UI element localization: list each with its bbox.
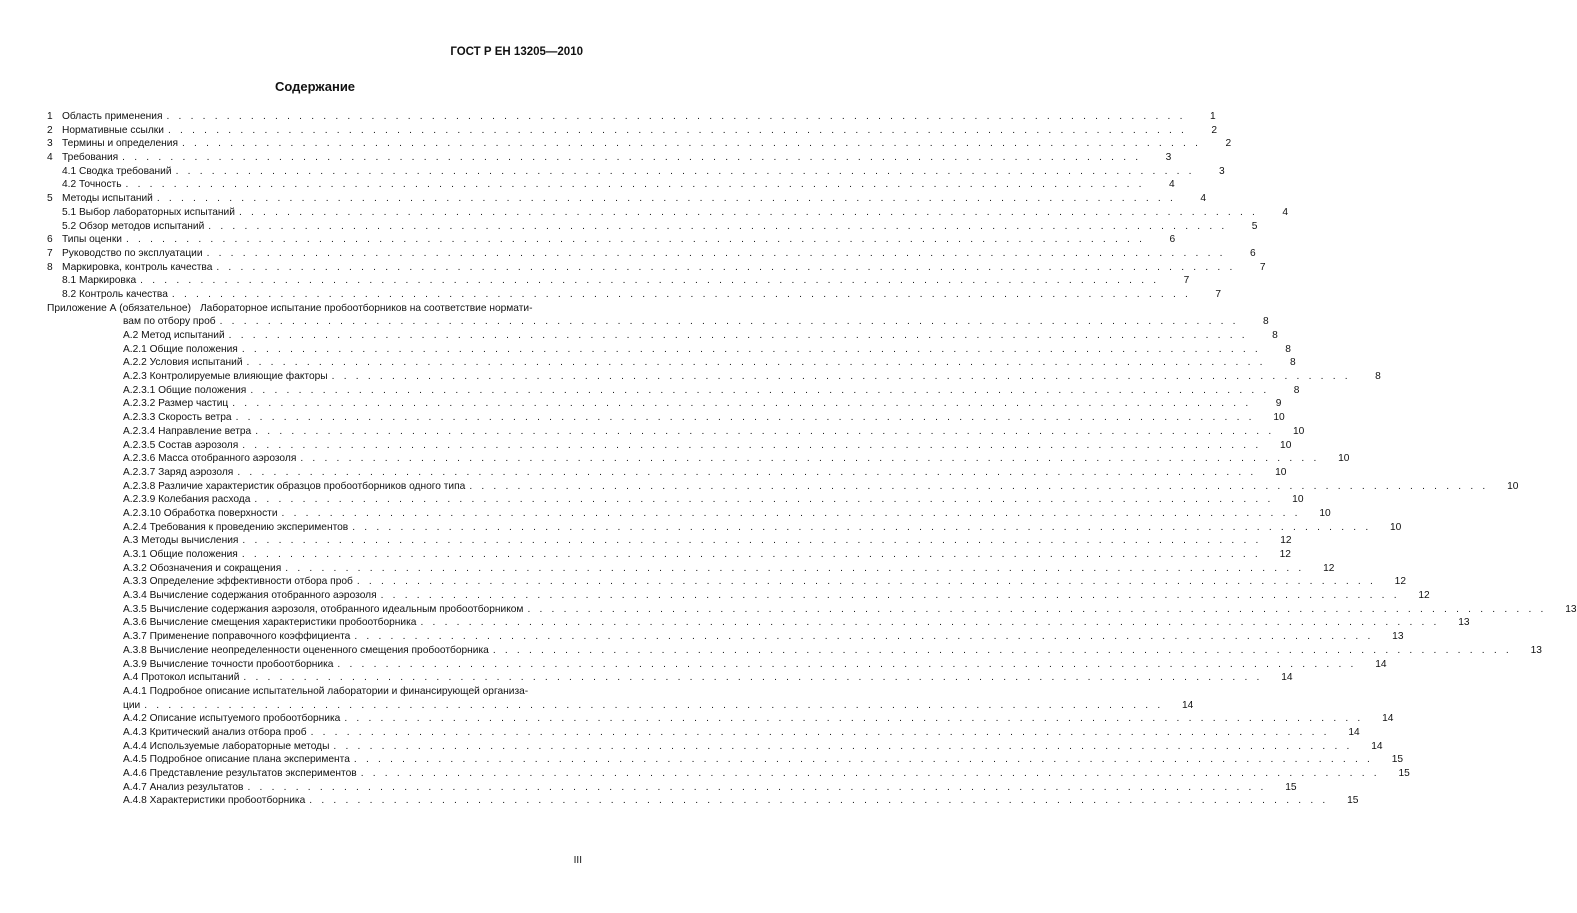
dot-leader: . . . . . . . . . . . . . . . . . . . . . . . . . . . . . . . . . . . . . . . . . . . . . . . . . . . . . . . . . . . . . . . . . . . . . . . . . . . . . . . . . . . . .	[492, 644, 1512, 656]
toc-entry-page: 10	[1293, 425, 1305, 437]
toc-entry[interactable]	[47, 288, 1222, 302]
dot-leader: . . . . . . . . . . . . . . . . . . . . . . . . . . . . . . . . . . . . . . . . . . . . . . . . . . . . . . . . . . . . . . . . . . . . . . . . . . . . . . . . . . . . .	[356, 576, 1376, 588]
toc-entry[interactable]	[47, 767, 1410, 781]
toc-entry-page: 13	[1565, 603, 1577, 615]
toc-entry-page: 3	[1219, 165, 1225, 177]
toc-entry-line	[123, 343, 1291, 357]
dot-leader: . . . . . . . . . . . . . . . . . . . . . . . . . . . . . . . . . . . . . . . . . . . . . . . . . . . . . . . . . . . . . . . . . . . . . . . . . . . . . . . . . . . . .	[337, 658, 1357, 670]
toc-entry-page: 15	[1285, 781, 1297, 793]
toc-entry-line	[123, 726, 1360, 740]
dot-leader: . . . . . . . . . . . . . . . . . . . . . . . . . . . . . . . . . . . . . . . . . . . . . . . . . . . . . . . . . . . . . . . . . . . . . . . . . . . . . . . . . . . . .	[235, 412, 1255, 424]
toc-entry-title: А.2.3.6 Масса отобранного аэрозоля	[123, 453, 297, 465]
table-of-contents	[47, 110, 1577, 808]
dot-leader: . . . . . . . . . . . . . . . . . . . . . . . . . . . . . . . . . . . . . . . . . . . . . . . . . . . . . . . . . . . . . . . . . . . . . . . . . . . . . . . . . . . . .	[242, 535, 1262, 547]
toc-entry-page: 10	[1338, 453, 1350, 465]
toc-entry-page: 15	[1391, 754, 1404, 766]
toc-entry[interactable]	[47, 534, 1292, 548]
toc-entry-line	[123, 589, 1430, 603]
toc-entry-number: 6	[47, 234, 53, 246]
toc-entry-title: А.4.7 Анализ результатов	[123, 781, 244, 793]
toc-entry[interactable]	[47, 384, 1300, 398]
dot-leader: . . . . . . . . . . . . . . . . . . . . . . . . . . . . . . . . . . . . . . . . . . . . . . . . . . . . . . . . . . . . . . . . . . . . . . . . . . . . . . . . . . . . .	[232, 398, 1252, 410]
dot-leader: . . . . . . . . . . . . . . . . . . . . . . . . . . . . . . . . . . . . . . . . . . . . . . . . . . . . . . . . . . . . . . . . . . . . . . . . . . . . . . . . . . . . .	[144, 699, 1164, 711]
toc-entry-line	[62, 178, 1175, 192]
dot-leader: . . . . . . . . . . . . . . . . . . . . . . . . . . . . . . . . . . . . . . . . . . . . . . . . . . . . . . . . . . . . . . . . . . . . . . . . . . . . . . . . . . . . .	[219, 316, 1239, 328]
toc-entry-title: 5.2 Обзор методов испытаний	[62, 220, 205, 232]
toc-entry-page: 7	[1215, 288, 1222, 300]
toc-entry-line	[62, 247, 1256, 261]
toc-entry-line	[123, 671, 1293, 685]
toc-entry-multiline	[47, 685, 584, 699]
toc-entry[interactable]	[47, 589, 1430, 603]
toc-entry-title: А.2.4 Требования к проведению экспериментов	[123, 521, 349, 533]
toc-entry-line	[123, 480, 1519, 494]
toc-entry-page: 15	[1398, 768, 1410, 779]
toc-entry-number: 2	[47, 124, 53, 136]
toc-entry-title: Методы испытаний	[62, 193, 153, 205]
toc-entry-line	[123, 630, 1404, 644]
toc-entry[interactable]	[47, 124, 1218, 138]
toc-entry-line	[123, 794, 1359, 808]
toc-entry-line	[123, 603, 1577, 617]
toc-entry[interactable]	[47, 261, 1266, 275]
dot-leader: . . . . . . . . . . . . . . . . . . . . . . . . . . . . . . . . . . . . . . . . . . . . . . . . . . . . . . . . . . . . . . . . . . . . . . . . . . . . . . . . . . . . .	[125, 179, 1145, 191]
dot-leader: . . . . . . . . . . . . . . . . . . . . . . . . . . . . . . . . . . . . . . . . . . . . . . . . . . . . . . . . . . . . . . . . . . . . . . . . . . . . . . . . . . . . .	[167, 124, 1188, 136]
toc-entry-number: 5	[47, 193, 53, 205]
dot-leader: . . . . . . . . . . . . . . . . . . . . . . . . . . . . . . . . . . . . . . . . . . . . . . . . . . . . . . . . . . . . . . . . . . . . . . . . . . . . . . . . . . . . .	[250, 384, 1270, 396]
toc-entry-title: А.4.5 Подробное описание плана эксперимента	[123, 754, 350, 766]
toc-entry-page: 8	[1375, 371, 1381, 383]
dot-leader: . . . . . . . . . . . . . . . . . . . . . . . . . . . . . . . . . . . . . . . . . . . . . . . . . . . . . . . . . . . . . . . . . . . . . . . . . . . . . . . . . . . . .	[281, 507, 1301, 519]
toc-entry-line	[62, 110, 1216, 124]
dot-leader: . . . . . . . . . . . . . . . . . . . . . . . . . . . . . . . . . . . . . . . . . . . . . . . . . . . . . . . . . . . . . . . . . . . . . . . . . . . . . . . . . . . . .	[360, 768, 1380, 779]
toc-entry-title: А.2.2 Условия испытаний	[123, 357, 243, 369]
dot-leader: . . . . . . . . . . . . . . . . . . . . . . . . . . . . . . . . . . . . . . . . . . . . . . . . . . . . . . . . . . . . . . . . . . . . . . . . . . . . . . . . . . . . .	[241, 343, 1261, 355]
toc-entry-line	[123, 439, 1292, 453]
toc-entry[interactable]	[47, 274, 1190, 288]
toc-entry[interactable]	[47, 521, 1402, 535]
toc-entry-line	[123, 493, 1304, 507]
page-title: Содержание	[274, 79, 356, 94]
toc-entry[interactable]	[47, 781, 1297, 795]
toc-entry-line	[62, 124, 1218, 138]
toc-entry-line	[62, 274, 1190, 288]
toc-entry-title: А.2.3.9 Колебания расхода	[123, 494, 251, 506]
toc-entry[interactable]	[47, 370, 1381, 384]
toc-entry-line	[123, 616, 1470, 630]
toc-entry-page: 10	[1292, 494, 1304, 506]
dot-leader: . . . . . . . . . . . . . . . . . . . . . . . . . . . . . . . . . . . . . . . . . . . . . . . . . . . . . . . . . . . . . . . . . . . . . . . . . . . . . . . . . . . . .	[237, 466, 1257, 478]
toc-entry-page: 1	[1209, 111, 1216, 122]
toc-entry[interactable]	[47, 439, 1292, 453]
toc-entry[interactable]	[47, 671, 1293, 685]
toc-entry-page: 4	[1200, 193, 1207, 205]
dot-leader: . . . . . . . . . . . . . . . . . . . . . . . . . . . . . . . . . . . . . . . . . . . . . . . . . . . . . . . . . . . . . . . . . . . . . . . . . . . . . . . . . . . . .	[255, 425, 1275, 437]
dot-leader: . . . . . . . . . . . . . . . . . . . . . . . . . . . . . . . . . . . . . . . . . . . . . . . . . . . . . . . . . . . . . . . . . . . . . . . . . . . . . . . . . . . . .	[122, 152, 1142, 164]
toc-entry[interactable]	[47, 452, 1350, 466]
toc-entry-page: 12	[1279, 549, 1291, 560]
toc-entry-line	[123, 658, 1387, 672]
toc-entry[interactable]	[47, 411, 1285, 425]
toc-entry-line	[123, 781, 1297, 795]
toc-entry-page: 7	[1183, 275, 1190, 287]
toc-entry-title: А.4 Протокол испытаний	[123, 672, 240, 684]
toc-entry-page: 8	[1290, 357, 1296, 369]
toc-entry[interactable]	[47, 726, 1360, 740]
toc-entry-title: А.2.1 Общие положения	[123, 343, 238, 355]
toc-entry-title: Типы оценки	[62, 234, 122, 246]
toc-entry-title: Нормативные ссылки	[62, 124, 164, 136]
dot-leader: . . . . . . . . . . . . . . . . . . . . . . . . . . . . . . . . . . . . . . . . . . . . . . . . . . . . . . . . . . . . . . . . . . . . . . . . . . . . . . . . . . . . .	[171, 288, 1192, 300]
toc-entry-title: 8.1 Маркировка	[62, 275, 137, 287]
toc-entry-page: 15	[1347, 795, 1359, 807]
toc-entry-title: А.3.3 Определение эффективности отбора проб	[123, 576, 353, 588]
toc-entry-number: 4	[47, 152, 53, 164]
toc-entry-title: Маркировка, контроль качества	[62, 261, 213, 273]
toc-entry-page: 4	[1282, 206, 1289, 218]
dot-leader: . . . . . . . . . . . . . . . . . . . . . . . . . . . . . . . . . . . . . . . . . . . . . . . . . . . . . . . . . . . . . . . . . . . . . . . . . . . . . . . . . . . . .	[241, 549, 1261, 560]
toc-entry-page: 14	[1182, 699, 1194, 711]
toc-entry-title: 4.2 Точность	[62, 179, 122, 191]
toc-entry-line	[123, 452, 1350, 466]
toc-entry[interactable]	[47, 178, 1175, 192]
toc-entry[interactable]	[47, 343, 1291, 357]
toc-entry-line	[123, 356, 1296, 370]
toc-entry-title: Термины и определения	[62, 138, 178, 150]
dot-leader: . . . . . . . . . . . . . . . . . . . . . . . . . . . . . . . . . . . . . . . . . . . . . . . . . . . . . . . . . . . . . . . . . . . . . . . . . . . . . . . . . . . . .	[310, 726, 1330, 738]
toc-entry[interactable]	[47, 247, 1256, 261]
toc-entry-line	[123, 740, 1383, 754]
toc-entry-title: А.4.6 Представление результатов экспериментов	[123, 768, 357, 779]
toc-entry-title: А.3.1 Общие положения	[123, 549, 238, 560]
dot-leader: . . . . . . . . . . . . . . . . . . . . . . . . . . . . . . . . . . . . . . . . . . . . . . . . . . . . . . . . . . . . . . . . . . . . . . . . . . . . . . . . . . . . .	[206, 247, 1226, 259]
toc-entry-page: 2	[1225, 138, 1232, 150]
toc-entry-title: А.2.3.5 Состав аэрозоля	[123, 439, 239, 451]
toc-entry[interactable]	[47, 699, 1194, 713]
toc-entry-page: 10	[1319, 507, 1331, 519]
toc-entry-page: 14	[1348, 726, 1360, 738]
toc-entry-title: А.2.3.3 Скорость ветра	[123, 412, 232, 424]
toc-entry-title: А.3.7 Применение поправочного коэффициента	[123, 631, 351, 643]
toc-entry[interactable]	[47, 165, 1225, 179]
dot-leader: . . . . . . . . . . . . . . . . . . . . . . . . . . . . . . . . . . . . . . . . . . . . . . . . . . . . . . . . . . . . . . . . . . . . . . . . . . . . . . . . . . . . .	[243, 672, 1263, 684]
dot-leader: . . . . . . . . . . . . . . . . . . . . . . . . . . . . . . . . . . . . . . . . . . . . . . . . . . . . . . . . . . . . . . . . . . . . . . . . . . . . . . . . . . . . .	[527, 603, 1547, 615]
dot-leader: . . . . . . . . . . . . . . . . . . . . . . . . . . . . . . . . . . . . . . . . . . . . . . . . . . . . . . . . . . . . . . . . . . . . . . . . . . . . . . . . . . . . .	[238, 206, 1259, 218]
toc-entry-page: 4	[1169, 179, 1175, 191]
toc-entry[interactable]	[47, 740, 1383, 754]
toc-entry-page: 10	[1275, 466, 1287, 478]
toc-entry-title: А.3.4 Вычисление содержания отобранного аэрозоля	[123, 590, 377, 602]
dot-leader: . . . . . . . . . . . . . . . . . . . . . . . . . . . . . . . . . . . . . . . . . . . . . . . . . . . . . . . . . . . . . . . . . . . . . . . . . . . . . . . . . . . . .	[247, 781, 1267, 793]
toc-entry-title: А.2.3.10 Обработка поверхности	[123, 507, 278, 519]
toc-entry-title: ции	[123, 699, 141, 711]
toc-entry-page: 2	[1211, 124, 1218, 136]
dot-leader: . . . . . . . . . . . . . . . . . . . . . . . . . . . . . . . . . . . . . . . . . . . . . . . . . . . . . . . . . . . . . . . . . . . . . . . . . . . . . . . . . . . . .	[216, 261, 1236, 273]
toc-entry-title: 5.1 Выбор лабораторных испытаний	[62, 206, 235, 218]
toc-entry-line	[62, 206, 1289, 220]
toc-entry-line	[123, 411, 1285, 425]
dot-leader: . . . . . . . . . . . . . . . . . . . . . . . . . . . . . . . . . . . . . . . . . . . . . . . . . . . . . . . . . . . . . . . . . . . . . . . . . . . . . . . . . . . . .	[353, 754, 1374, 766]
toc-entry[interactable]	[47, 466, 1287, 480]
dot-leader: . . . . . . . . . . . . . . . . . . . . . . . . . . . . . . . . . . . . . . . . . . . . . . . . . . . . . . . . . . . . . . . . . . . . . . . . . . . . . . . . . . . . .	[469, 480, 1489, 492]
toc-entry-page: 7	[1259, 261, 1266, 273]
toc-entry-line	[123, 384, 1300, 398]
toc-entry-line	[123, 315, 1269, 329]
toc-entry[interactable]	[47, 658, 1387, 672]
toc-entry-page: 14	[1281, 672, 1293, 684]
dot-leader: . . . . . . . . . . . . . . . . . . . . . . . . . . . . . . . . . . . . . . . . . . . . . . . . . . . . . . . . . . . . . . . . . . . . . . . . . . . . . . . . . . . . .	[380, 590, 1400, 602]
toc-entry[interactable]	[47, 137, 1232, 151]
dot-leader: . . . . . . . . . . . . . . . . . . . . . . . . . . . . . . . . . . . . . . . . . . . . . . . . . . . . . . . . . . . . . . . . . . . . . . . . . . . . . . . . . . . . .	[140, 275, 1160, 287]
toc-entry[interactable]	[47, 575, 1406, 589]
toc-entry[interactable]	[47, 206, 1289, 220]
toc-entry-title: А.3.8 Вычисление неопределенности оцененного смещения пробоотборника	[123, 644, 489, 656]
toc-entry-number: 1	[47, 111, 53, 122]
dot-leader: . . . . . . . . . . . . . . . . . . . . . . . . . . . . . . . . . . . . . . . . . . . . . . . . . . . . . . . . . . . . . . . . . . . . . . . . . . . . . . . . . . . . .	[309, 795, 1329, 807]
toc-entry-line	[123, 699, 1194, 713]
toc-entry-page: 6	[1169, 234, 1176, 246]
toc-entry[interactable]	[47, 712, 1394, 726]
toc-entry-page: 8	[1293, 384, 1300, 396]
dot-leader: . . . . . . . . . . . . . . . . . . . . . . . . . . . . . . . . . . . . . . . . . . . . . . . . . . . . . . . . . . . . . . . . . . . . . . . . . . . . . . . . . . . . .	[352, 521, 1372, 533]
toc-entry-line	[123, 397, 1282, 411]
toc-entry-title: Руководство по эксплуатации	[62, 247, 203, 259]
document-standard-header: ГОСТ Р ЕН 13205—2010	[450, 46, 583, 58]
dot-leader: . . . . . . . . . . . . . . . . . . . . . . . . . . . . . . . . . . . . . . . . . . . . . . . . . . . . . . . . . . . . . . . . . . . . . . . . . . . . . . . . . . . . .	[125, 234, 1146, 246]
dot-leader: . . . . . . . . . . . . . . . . . . . . . . . . . . . . . . . . . . . . . . . . . . . . . . . . . . . . . . . . . . . . . . . . . . . . . . . . . . . . . . . . . . . . .	[354, 631, 1374, 643]
toc-entry-page: 12	[1418, 590, 1430, 602]
dot-leader: . . . . . . . . . . . . . . . . . . . . . . . . . . . . . . . . . . . . . . . . . . . . . . . . . . . . . . . . . . . . . . . . . . . . . . . . . . . . . . . . . . . . .	[285, 562, 1305, 574]
toc-entry-title: А.4.2 Описание испытуемого пробоотборника	[123, 713, 341, 725]
toc-entry[interactable]	[47, 329, 1278, 343]
toc-entry-line	[123, 712, 1394, 726]
toc-entry-line	[123, 753, 1404, 767]
toc-entry-title: А.3 Методы вычисления	[123, 535, 239, 547]
appendix-title-line2: вам по отбору проб	[123, 316, 216, 328]
toc-entry-page: 5	[1251, 220, 1258, 232]
toc-entry[interactable]	[47, 548, 1291, 562]
dot-leader: . . . . . . . . . . . . . . . . . . . . . . . . . . . . . . . . . . . . . . . . . . . . . . . . . . . . . . . . . . . . . . . . . . . . . . . . . . . . . . . . . . . . .	[208, 220, 1228, 232]
toc-entry-line	[123, 562, 1335, 576]
toc-entry-page: 3	[1165, 152, 1172, 164]
dot-leader: . . . . . . . . . . . . . . . . . . . . . . . . . . . . . . . . . . . . . . . . . . . . . . . . . . . . . . . . . . . . . . . . . . . . . . . . . . . . . . . . . . . . .	[333, 740, 1353, 752]
toc-entry[interactable]	[47, 192, 1207, 206]
toc-entry-number: 7	[47, 247, 53, 259]
toc-entry-title: А.2.3.1 Общие положения	[123, 384, 247, 396]
toc-entry-number: 3	[47, 138, 53, 150]
toc-entry-title: А.4.3 Критический анализ отбора проб	[123, 726, 307, 738]
dot-leader: . . . . . . . . . . . . . . . . . . . . . . . . . . . . . . . . . . . . . . . . . . . . . . . . . . . . . . . . . . . . . . . . . . . . . . . . . . . . . . . . . . . . .	[344, 713, 1364, 725]
toc-entry[interactable]	[47, 603, 1577, 617]
toc-entry[interactable]	[47, 397, 1282, 411]
toc-entry-page: 8	[1272, 330, 1278, 341]
toc-entry[interactable]	[47, 356, 1296, 370]
dot-leader: . . . . . . . . . . . . . . . . . . . . . . . . . . . . . . . . . . . . . . . . . . . . . . . . . . . . . . . . . . . . . . . . . . . . . . . . . . . . . . . . . . . . .	[166, 111, 1186, 122]
toc-entry-line	[62, 288, 1222, 302]
toc-entry-title: Область применения	[62, 111, 163, 122]
toc-entry-line	[62, 220, 1258, 234]
toc-entry-title: А.2.3.2 Размер частиц	[123, 398, 229, 410]
toc-entry-line	[123, 534, 1292, 548]
toc-entry-page: 10	[1280, 439, 1292, 451]
toc-entry-number: 8	[47, 261, 53, 273]
toc-entry[interactable]	[47, 644, 1542, 658]
toc-entry-page: 9	[1275, 398, 1282, 410]
toc-entry-title: А.4.1 Подробное описание испытательной лаборатории и финансирующей организа-	[123, 685, 529, 697]
toc-entry[interactable]	[47, 233, 1176, 247]
appendix-label: Приложение А (обязательное)	[47, 302, 191, 314]
toc-entry-line	[62, 192, 1207, 206]
toc-entry-page: 13	[1530, 644, 1542, 656]
toc-entry-title: А.4.8 Характеристики пробоотборника	[123, 795, 306, 807]
appendix-title-line1: Лабораторное испытание пробоотборников на соответствие нормати-	[200, 302, 533, 314]
toc-entry[interactable]	[47, 220, 1258, 234]
toc-entry-page: 6	[1250, 247, 1256, 259]
toc-entry-title: А.2.3.7 Заряд аэрозоля	[123, 466, 234, 478]
toc-entry-line	[62, 151, 1172, 165]
toc-entry-line	[123, 329, 1278, 343]
toc-entry-page: 10	[1390, 521, 1402, 533]
toc-entry-title: А.2.3.4 Направление ветра	[123, 425, 252, 437]
toc-entry-page: 14	[1382, 713, 1394, 725]
dot-leader: . . . . . . . . . . . . . . . . . . . . . . . . . . . . . . . . . . . . . . . . . . . . . . . . . . . . . . . . . . . . . . . . . . . . . . . . . . . . . . . . . . . . .	[181, 138, 1202, 150]
toc-entry-page: 12	[1323, 562, 1335, 574]
toc-entry[interactable]	[47, 425, 1305, 439]
toc-entry-page: 10	[1507, 480, 1519, 492]
appendix-heading	[47, 302, 584, 316]
toc-entry-line	[123, 575, 1406, 589]
toc-entry-line	[123, 507, 1331, 521]
dot-leader: . . . . . . . . . . . . . . . . . . . . . . . . . . . . . . . . . . . . . . . . . . . . . . . . . . . . . . . . . . . . . . . . . . . . . . . . . . . . . . . . . . . . .	[242, 439, 1262, 451]
toc-entry[interactable]	[47, 493, 1304, 507]
dot-leader: . . . . . . . . . . . . . . . . . . . . . . . . . . . . . . . . . . . . . . . . . . . . . . . . . . . . . . . . . . . . . . . . . . . . . . . . . . . . . . . . . . . . .	[331, 371, 1351, 383]
toc-entry-title: А.3.2 Обозначения и сокращения	[123, 562, 282, 574]
dot-leader: . . . . . . . . . . . . . . . . . . . . . . . . . . . . . . . . . . . . . . . . . . . . . . . . . . . . . . . . . . . . . . . . . . . . . . . . . . . . . . . . . . . . .	[228, 330, 1248, 341]
toc-entry-title: А.3.5 Вычисление содержания аэрозоля, отобранного идеальным пробоотборником	[123, 603, 524, 615]
toc-entry-line	[123, 521, 1402, 535]
toc-entry-page: 12	[1280, 535, 1292, 547]
toc-entry-line	[123, 685, 584, 699]
toc-entry-page: 8	[1263, 316, 1269, 328]
toc-entry[interactable]	[47, 616, 1470, 630]
toc-entry-line	[62, 261, 1266, 275]
toc-entry[interactable]	[47, 630, 1404, 644]
toc-entry[interactable]	[47, 794, 1359, 808]
dot-leader: . . . . . . . . . . . . . . . . . . . . . . . . . . . . . . . . . . . . . . . . . . . . . . . . . . . . . . . . . . . . . . . . . . . . . . . . . . . . . . . . . . . . .	[156, 193, 1177, 205]
toc-entry-line	[123, 370, 1381, 384]
toc-entry-title: 8.2 Контроль качества	[62, 288, 168, 300]
toc-entry[interactable]	[47, 562, 1335, 576]
toc-entry-page: 10	[1273, 412, 1285, 424]
toc-entry-line	[62, 233, 1176, 247]
toc-entry-title: А.2 Метод испытаний	[123, 330, 225, 341]
toc-entry-line	[62, 165, 1225, 179]
toc-entry-page: 13	[1392, 631, 1404, 643]
appendix-heading-cont	[47, 315, 1269, 329]
dot-leader: . . . . . . . . . . . . . . . . . . . . . . . . . . . . . . . . . . . . . . . . . . . . . . . . . . . . . . . . . . . . . . . . . . . . . . . . . . . . . . . . . . . . .	[300, 453, 1320, 465]
toc-entry-title: А.4.4 Используемые лабораторные методы	[123, 740, 330, 752]
toc-entry-page: 14	[1371, 740, 1383, 752]
page-number: III	[573, 855, 582, 866]
toc-entry-line	[123, 767, 1410, 781]
toc-entry-title: А.2.3 Контролируемые влияющие факторы	[123, 371, 328, 383]
toc-entry-line	[123, 466, 1287, 480]
dot-leader: . . . . . . . . . . . . . . . . . . . . . . . . . . . . . . . . . . . . . . . . . . . . . . . . . . . . . . . . . . . . . . . . . . . . . . . . . . . . . . . . . . . . .	[175, 165, 1195, 177]
dot-leader: . . . . . . . . . . . . . . . . . . . . . . . . . . . . . . . . . . . . . . . . . . . . . . . . . . . . . . . . . . . . . . . . . . . . . . . . . . . . . . . . . . . . .	[420, 617, 1440, 629]
toc-entry[interactable]	[47, 753, 1404, 767]
toc-entry-line	[123, 644, 1542, 658]
dot-leader: . . . . . . . . . . . . . . . . . . . . . . . . . . . . . . . . . . . . . . . . . . . . . . . . . . . . . . . . . . . . . . . . . . . . . . . . . . . . . . . . . . . . .	[254, 494, 1274, 506]
dot-leader: . . . . . . . . . . . . . . . . . . . . . . . . . . . . . . . . . . . . . . . . . . . . . . . . . . . . . . . . . . . . . . . . . . . . . . . . . . . . . . . . . . . . .	[246, 357, 1266, 369]
toc-entry-title: А.3.6 Вычисление смещения характеристики пробоотборника	[123, 617, 417, 629]
toc-entry-line	[123, 548, 1291, 562]
toc-entry[interactable]	[47, 151, 1172, 165]
toc-entry-title: А.3.9 Вычисление точности пробоотборника	[123, 658, 334, 670]
toc-entry[interactable]	[47, 110, 1216, 124]
toc-entry-title: 4.1 Сводка требований	[62, 165, 172, 177]
toc-entry-line	[62, 137, 1232, 151]
toc-entry-title: Требования	[62, 152, 119, 164]
toc-entry-page: 8	[1285, 343, 1291, 355]
toc-entry-page: 12	[1394, 576, 1406, 588]
toc-entry[interactable]	[47, 507, 1331, 521]
toc-entry-line	[123, 425, 1305, 439]
toc-entry-page: 13	[1458, 617, 1470, 629]
toc-entry-page: 14	[1375, 658, 1387, 670]
toc-entry-title: А.2.3.8 Различие характеристик образцов пробоотборников одного типа	[123, 480, 466, 492]
toc-entry[interactable]	[47, 480, 1519, 494]
